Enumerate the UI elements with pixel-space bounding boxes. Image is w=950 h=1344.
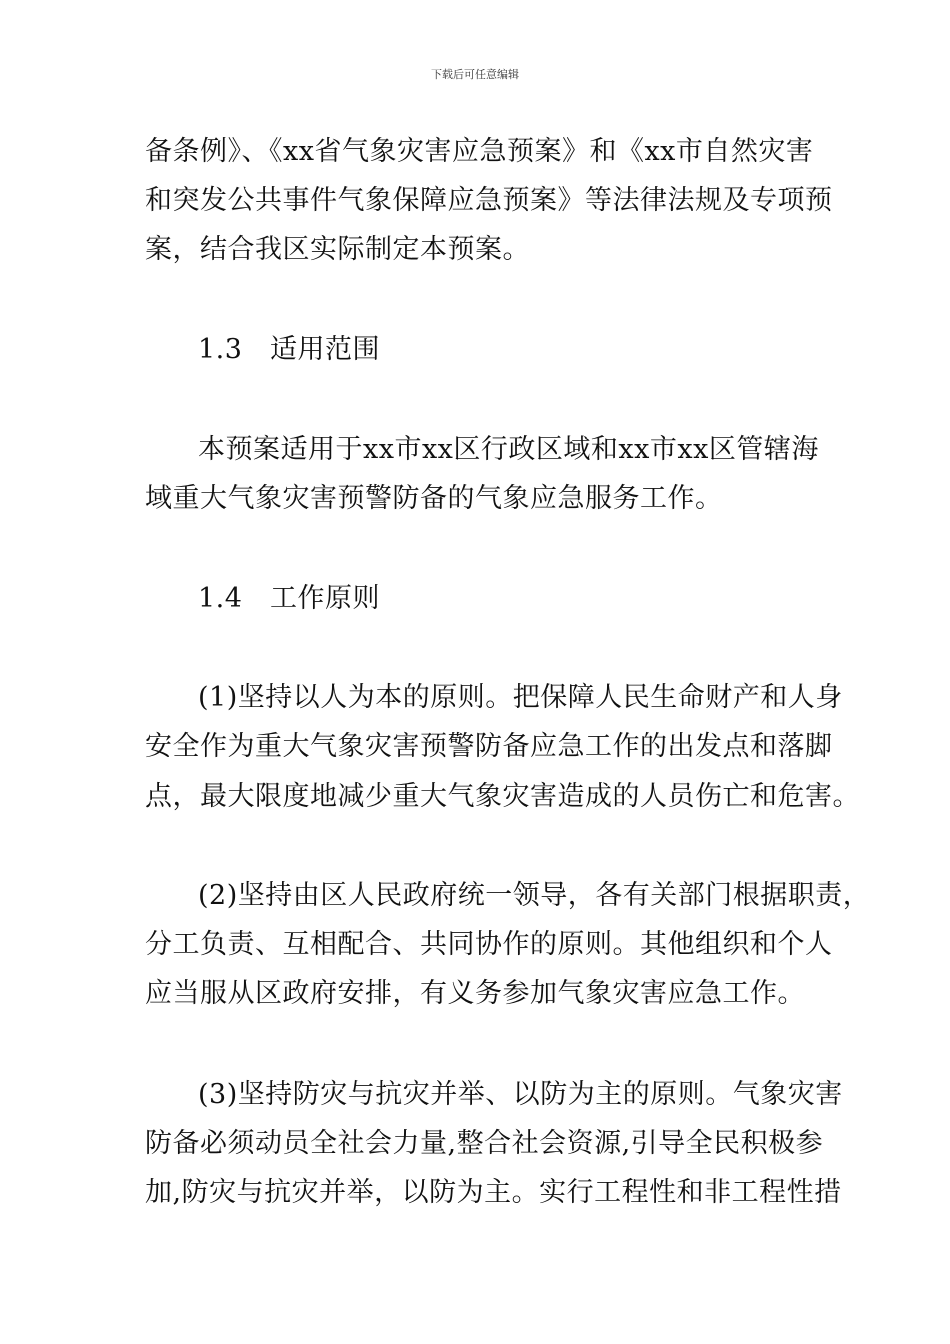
paragraph-line: 安全作为重大气象灾害预警防备应急工作的出发点和落脚 xyxy=(145,731,833,762)
paragraph-line: 案，结合我区实际制定本预案。 xyxy=(145,234,530,265)
paragraph-line: 备条例》、《xx省气象灾害应急预案》和《xx市自然灾害 xyxy=(145,136,814,167)
paragraph-line: 点，最大限度地减少重大气象灾害造成的人员伤亡和危害。 xyxy=(145,781,860,812)
section-heading-1-3: 1.3 适用范围 xyxy=(198,334,380,365)
paragraph-line: 加,防灾与抗灾并举，以防为主。实行工程性和非工程性措 xyxy=(145,1177,842,1208)
paragraph-line: 分工负责、互相配合、共同协作的原则。其他组织和个人 xyxy=(145,929,833,960)
section-heading-1-4: 1.4 工作原则 xyxy=(198,583,380,614)
paragraph-line: 域重大气象灾害预警防备的气象应急服务工作。 xyxy=(145,483,723,514)
paragraph-line: (2)坚持由区人民政府统一领导，各有关部门根据职责， xyxy=(198,880,871,911)
paragraph-line: (3)坚持防灾与抗灾并举、以防为主的原则。气象灾害 xyxy=(198,1079,843,1110)
paragraph-line: 应当服从区政府安排，有义务参加气象灾害应急工作。 xyxy=(145,978,805,1009)
paragraph-line: 防备必须动员全社会力量,整合社会资源,引导全民积极参 xyxy=(145,1128,824,1159)
paragraph-line: 本预案适用于xx市xx区行政区域和xx市xx区管辖海 xyxy=(198,434,819,465)
page-header: 下载后可任意编辑 xyxy=(431,68,519,81)
paragraph-line: 和突发公共事件气象保障应急预案》等法律法规及专项预 xyxy=(145,185,833,216)
paragraph-line: (1)坚持以人为本的原则。把保障人民生命财产和人身 xyxy=(198,682,843,713)
